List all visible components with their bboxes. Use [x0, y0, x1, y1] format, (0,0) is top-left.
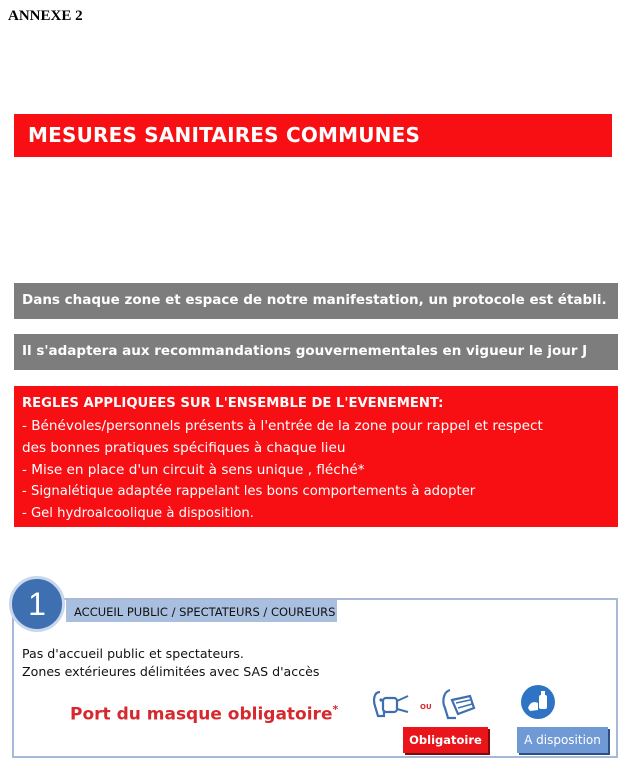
- rule-item: - Mise en place d'un circuit à sens unique , fléché*: [22, 462, 365, 478]
- protocol-banner: Dans chaque zone et espace de notre manifestation, un protocole est établi.: [14, 283, 618, 319]
- rule-item: - Gel hydroalcoolique à disposition.: [22, 506, 254, 521]
- face-mask-icon: [370, 686, 414, 722]
- mask-notice-star: *: [332, 703, 339, 716]
- page-title: MESURES SANITAIRES COMMUNES: [14, 114, 612, 157]
- or-label: OU: [420, 703, 432, 711]
- info-line: Pas d'accueil public et spectateurs.: [22, 646, 244, 661]
- mask-notice: [70, 703, 338, 725]
- section-number-badge: 1: [9, 576, 65, 632]
- rules-heading: REGLES APPLIQUEES SUR L'ENSEMBLE DE L'EVENEMENT:: [22, 396, 444, 411]
- disposition-badge: A disposition: [517, 727, 608, 753]
- info-line: Zones extérieures délimitées avec SAS d'accès: [22, 664, 320, 679]
- section-info: [22, 645, 319, 681]
- obligatoire-badge: Obligatoire: [403, 727, 488, 753]
- rule-item: - Bénévoles/personnels présents à l'entrée de la zone pour rappel et respect: [22, 418, 543, 434]
- recommendation-banner: Il s'adaptera aux recommandations gouvernementales en vigueur le jour J: [14, 334, 618, 370]
- mask-notice-text: Port du masque obligatoire: [70, 704, 333, 725]
- annexe-label: ANNEXE 2: [8, 8, 83, 24]
- hand-gel-icon: [520, 684, 556, 720]
- rule-item: - Signalétique adaptée rappelant les bons comportements à adopter: [22, 484, 476, 499]
- face-mask-alt-icon: [438, 686, 484, 722]
- section-title: ACCUEIL PUBLIC / SPECTATEURS / COUREURS: [66, 600, 337, 622]
- rule-item: des bonnes pratiques spécifiques à chaque lieu: [22, 440, 346, 456]
- rules-block: [14, 386, 618, 527]
